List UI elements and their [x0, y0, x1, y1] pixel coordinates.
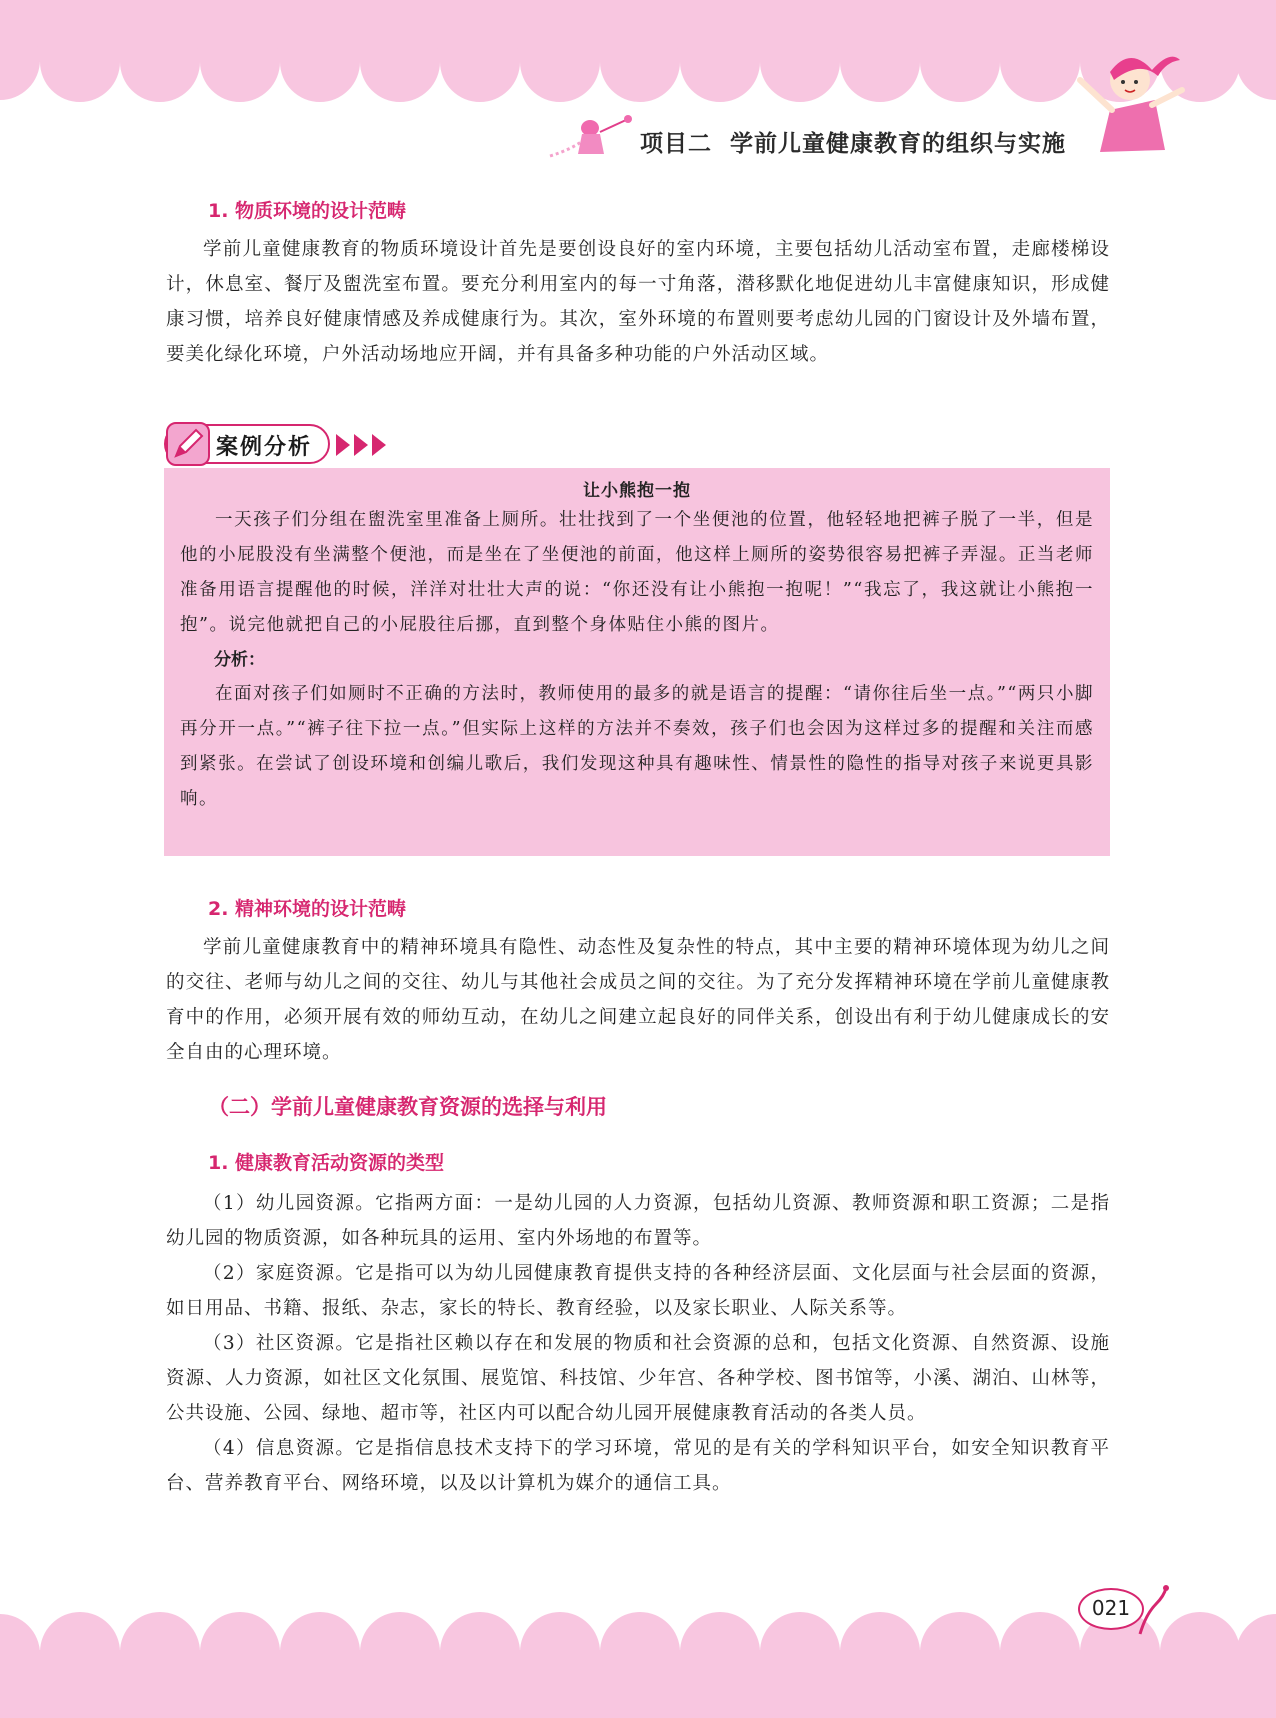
analysis-text: 在面对孩子们如厕时不正确的方法时，教师使用的最多的就是语言的提醒：“请你往后坐一点。”“两只小脚再分开一点。”“裤子往下拉一点。”但实际上这样的方法并不奏效，孩子们也会因为这样过多的提醒和关注而感到紧张。在尝试了创设环境和创编儿歌后，我们发现这种具有趣味性、情景性的隐性的指导对孩子来说更具影响。	[180, 684, 1094, 809]
section-paragraph: 学前儿童健康教育中的精神环境具有隐性、动态性及复杂性的特点，其中主要的精神环境体现为幼儿之间的交往、老师与幼儿之间的交往、幼儿与其他社会成员之间的交往。为了充分发挥精神环境在学前儿童健康教育中的作用，必须开展有效的师幼互动，在幼儿之间建立起良好的同伴关系，创设出有利于幼儿健康成长的安全自由的心理环境。	[166, 937, 1110, 1063]
section-heading: 1. 物质环境的设计范畴	[208, 200, 407, 222]
running-head-title: 学前儿童健康教育的组织与实施	[730, 131, 1066, 157]
section-resource-types	[166, 1148, 1110, 1501]
section-paragraph: 学前儿童健康教育的物质环境设计首先是要创设良好的室内环境，主要包括幼儿活动室布置，走廊楼梯设计，休息室、餐厅及盥洗室布置。要充分利用室内的每一寸角落，潜移默化地促进幼儿丰富健康知识，形成健康习惯，培养良好健康情感及养成健康行为。其次，室外环境的布置则要考虑幼儿园的门窗设计及外墙布置，要美化绿化环境，户外活动场地应开阔，并有具备多种功能的户外活动区域。	[166, 239, 1110, 365]
list-item: （2）家庭资源。它是指可以为幼儿园健康教育提供支持的各种经济层面、文化层面与社会层面的资源，如日用品、书籍、报纸、杂志，家长的特长、教育经验，以及家长职业、人际关系等。	[166, 1263, 1110, 1319]
case-label: 案例分析	[216, 435, 313, 460]
section-heading: （二）学前儿童健康教育资源的选择与利用	[208, 1095, 607, 1119]
case-analysis-header	[164, 422, 424, 468]
case-story: 一天孩子们分组在盥洗室里准备上厕所。壮壮找到了一个坐便池的位置，他轻轻地把裤子脱了一半，但是他的小屁股没有坐满整个便池，而是坐在了坐便池的前面，他这样上厕所的姿势很容易把裤子弄湿。正当老师准备用语言提醒他的时候，洋洋对壮壮大声的说：“你还没有让小熊抱一抱呢！”“我忘了，我这就让小熊抱一抱”。说完他就把自己的小屁股往后挪，直到整个身体贴住小熊的图片。	[180, 510, 1094, 635]
running-head	[640, 125, 1066, 158]
swirl-icon	[1136, 1584, 1170, 1638]
running-head-project: 项目二	[640, 131, 712, 157]
section-physical-environment	[166, 196, 1110, 372]
case-title: 让小熊抱一抱	[583, 481, 691, 501]
page-number: 021	[1091, 1596, 1131, 1620]
list-item: （4）信息资源。它是指信息技术支持下的学习环境，常见的是有关的学科知识平台，如安全知识教育平台、营养教育平台、网络环境，以及以计算机为媒介的通信工具。	[166, 1438, 1110, 1494]
fairy-girl-illustration	[1070, 40, 1190, 160]
analysis-label: 分析：	[214, 650, 265, 670]
triple-arrow-icon	[336, 434, 390, 456]
section-heading: 2. 精神环境的设计范畴	[208, 898, 407, 920]
section-resources	[166, 1090, 1110, 1124]
pencil-icon	[166, 422, 210, 466]
small-fairy-icon	[540, 110, 640, 166]
section-heading: 1. 健康教育活动资源的类型	[208, 1152, 445, 1174]
list-item: （1）幼儿园资源。它指两方面：一是幼儿园的人力资源，包括幼儿资源、教师资源和职工资源；二是指幼儿园的物质资源，如各种玩具的运用、室内外场地的布置等。	[166, 1193, 1110, 1249]
page-number-badge	[1070, 1582, 1170, 1642]
case-analysis-box	[164, 468, 1110, 856]
section-spiritual-environment	[166, 894, 1110, 1070]
list-item: （3）社区资源。它是指社区赖以存在和发展的物质和社会资源的总和，包括文化资源、自然资源、设施资源、人力资源，如社区文化氛围、展览馆、科技馆、少年宫、各种学校、图书馆等，小溪、湖泊、山林等，公共设施、公园、绿地、超市等，社区内可以配合幼儿园开展健康教育活动的各类人员。	[166, 1333, 1110, 1424]
